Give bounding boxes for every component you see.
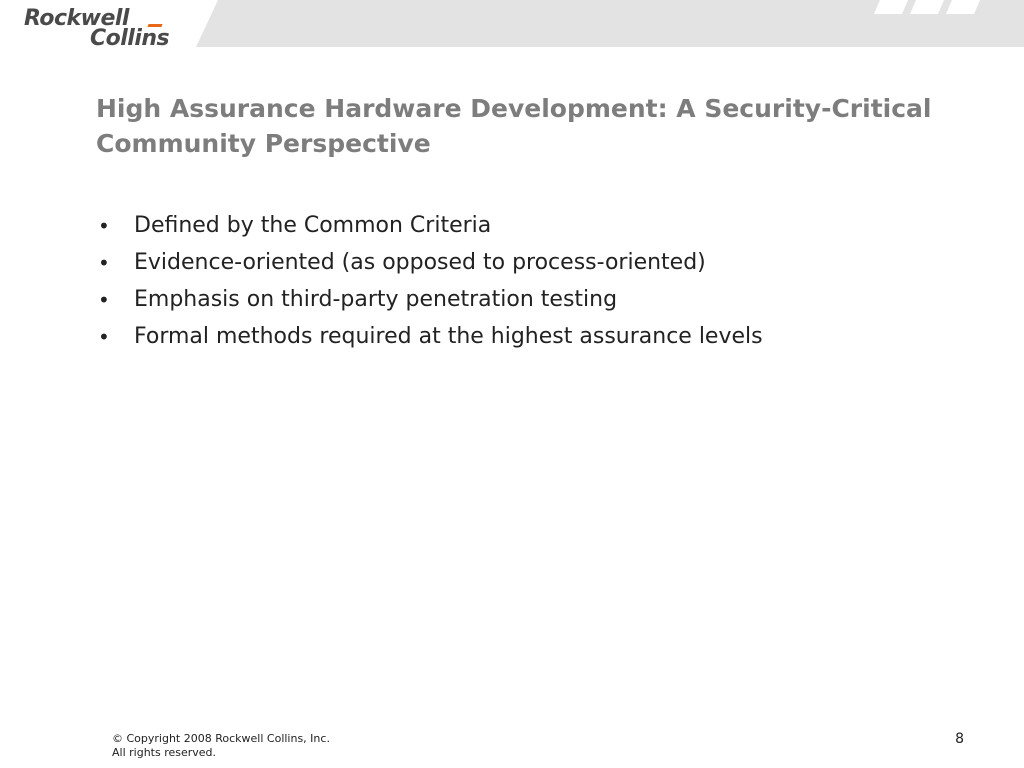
bullet-text: Evidence-oriented (as opposed to process-oriented) bbox=[134, 250, 706, 275]
bullet-dot-icon: • bbox=[98, 325, 110, 349]
copyright-line: © Copyright 2008 Rockwell Collins, Inc. bbox=[112, 732, 330, 745]
bullet-text: Formal methods required at the highest assurance levels bbox=[134, 324, 763, 349]
bullet-item bbox=[98, 283, 978, 320]
bullet-item bbox=[98, 246, 978, 283]
bullet-dot-icon: • bbox=[98, 288, 110, 312]
page-number: 8 bbox=[955, 731, 964, 747]
logo-text-line2: Collins bbox=[90, 26, 170, 51]
bullet-dot-icon: • bbox=[98, 214, 110, 238]
bullet-text: Defined by the Common Criteria bbox=[134, 213, 492, 238]
copyright-notice bbox=[112, 732, 330, 760]
rights-line: All rights reserved. bbox=[112, 746, 217, 759]
logo-text-line1: Rockwell bbox=[24, 6, 129, 31]
bullet-item bbox=[98, 320, 978, 357]
bullet-list bbox=[98, 209, 978, 357]
bullet-text: Emphasis on third-party penetration testing bbox=[134, 287, 618, 312]
company-logo bbox=[24, 4, 194, 50]
bullet-item bbox=[98, 209, 978, 246]
slide-title: High Assurance Hardware Development: A Security-Critical Community Perspective bbox=[96, 94, 932, 158]
bullet-dot-icon: • bbox=[98, 251, 110, 275]
